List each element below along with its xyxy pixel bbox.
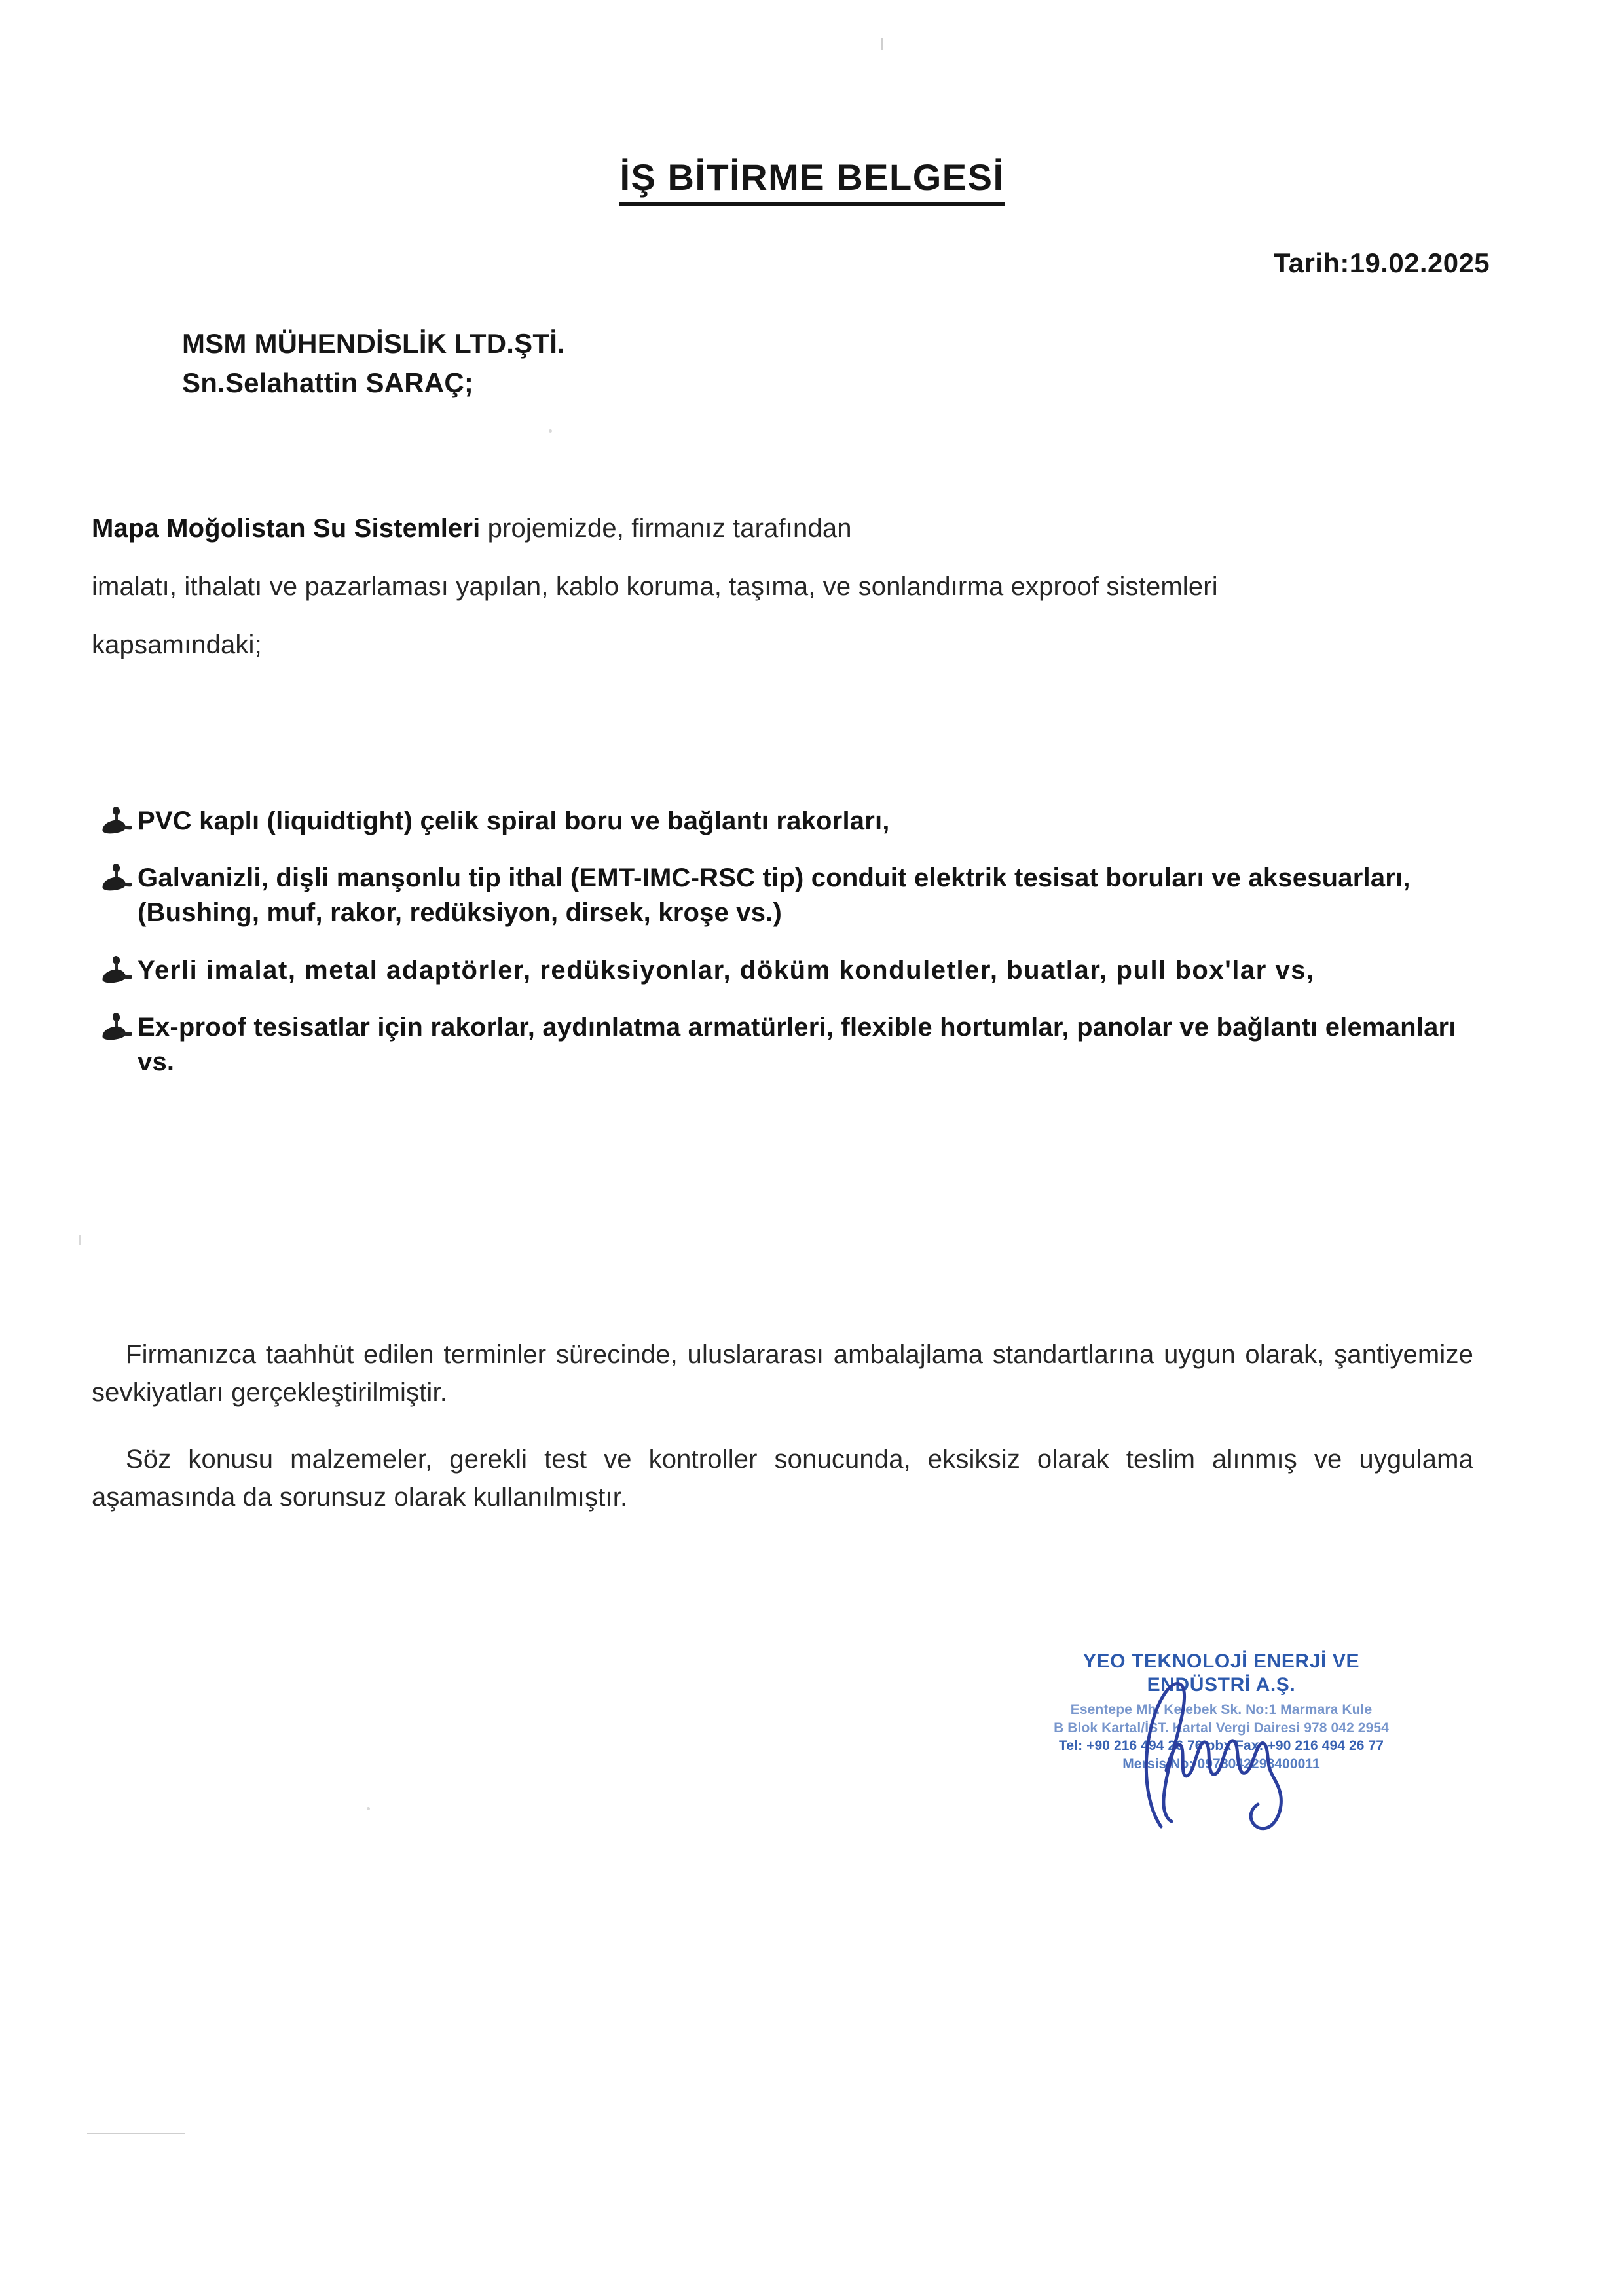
closing-paragraph-1 [92, 1336, 1473, 1412]
page-title-text: İŞ BİTİRME BELGESİ [619, 156, 1004, 206]
intro-line-1-rest: projemizde, firmanız tarafından [480, 514, 852, 543]
stamp-address-block [1018, 1701, 1424, 1774]
intro-block [92, 500, 1473, 674]
recipient-person: Sn.Selahattin SARAÇ; [182, 367, 474, 398]
stamp-company-line-1: YEO TEKNOLOJİ ENERJİ VE [1082, 1650, 1360, 1672]
intro-line-3: kapsamındaki; [92, 630, 262, 659]
stamp-company-name [1018, 1650, 1424, 1697]
wingding-bullet-icon [98, 953, 138, 987]
scan-artifact [79, 1235, 81, 1245]
document-date: Tarih:19.02.2025 [1273, 247, 1490, 278]
wingding-bullet-icon [98, 1010, 138, 1044]
scan-artifact [881, 38, 883, 50]
page-title [0, 156, 1624, 198]
project-name: Mapa Moğolistan Su Sistemleri [92, 514, 481, 543]
closing-paragraph-2-text: Söz konusu malzemeler, gerekli test ve kontroller sonucunda, eksiksiz olarak teslim alınmış ve uygulama aşamasında da sorunsuz olarak kullanılmıştır. [92, 1445, 1473, 1512]
scan-artifact [549, 429, 552, 433]
list-item-label: PVC kaplı (liquidtight) çelik spiral boru ve bağlantı rakorları, [138, 807, 890, 835]
recipient-block [182, 324, 565, 402]
list-item-label: Galvanizli, dişli manşonlu tip ithal (EMT-IMC-RSC tip) conduit elektrik tesisat boruları ve aksesuarları, (Bushing, muf, rakor, redüksiyon, dirsek, kroşe vs.) [138, 864, 1411, 928]
recipient-company: MSM MÜHENDİSLİK LTD.ŞTİ. [182, 328, 565, 359]
stamp-address-line-3: Tel: +90 216 494 26 76 pbx Fax: +90 216 494 26 77 [1058, 1738, 1384, 1754]
stamp-company-line-2: ENDÜSTRİ A.Ş. [1147, 1674, 1296, 1696]
stamp-mersis-line: Mersis No: 0978042298400011 [1122, 1757, 1320, 1772]
list-item [98, 1010, 1480, 1080]
intro-line-2: imalatı, ithalatı ve pazarlaması yapılan, kablo koruma, taşıma, ve sonlandırma exproof sistemleri [92, 572, 1218, 601]
wingding-bullet-icon [98, 804, 138, 838]
list-item [98, 861, 1480, 930]
scope-list [98, 804, 1480, 1102]
closing-paragraph-2 [92, 1440, 1473, 1516]
list-item-label: Ex-proof tesisatlar için rakorlar, aydınlatma armatürleri, flexible hortumlar, panolar ve bağlantı elemanları vs. [138, 1012, 1456, 1076]
stamp-address-line-2: B Blok Kartal/İST. Kartal Vergi Dairesi 978 042 2954 [1054, 1720, 1389, 1736]
list-item [98, 804, 1480, 839]
closing-paragraph-1-text: Firmanızca taahhüt edilen terminler sürecinde, uluslararası ambalajlama standartlarına uygun olarak, şantiyemize sevkiyatları gerçekleştirilmiştir. [92, 1340, 1473, 1407]
scan-artifact [87, 2133, 185, 2134]
intro-line-1 [92, 500, 1473, 558]
company-stamp [1018, 1650, 1424, 1840]
list-item [98, 953, 1480, 988]
scan-artifact [367, 1807, 370, 1810]
signature-stamp-area [1018, 1650, 1424, 1840]
stamp-address-line-1: Esentepe Mh. Kelebek Sk. No:1 Marmara Kule [1070, 1702, 1373, 1717]
wingding-bullet-icon [98, 861, 138, 895]
list-item-label: Yerli imalat, metal adaptörler, redüksiyonlar, döküm konduletler, buatlar, pull box'lar vs, [138, 955, 1315, 985]
